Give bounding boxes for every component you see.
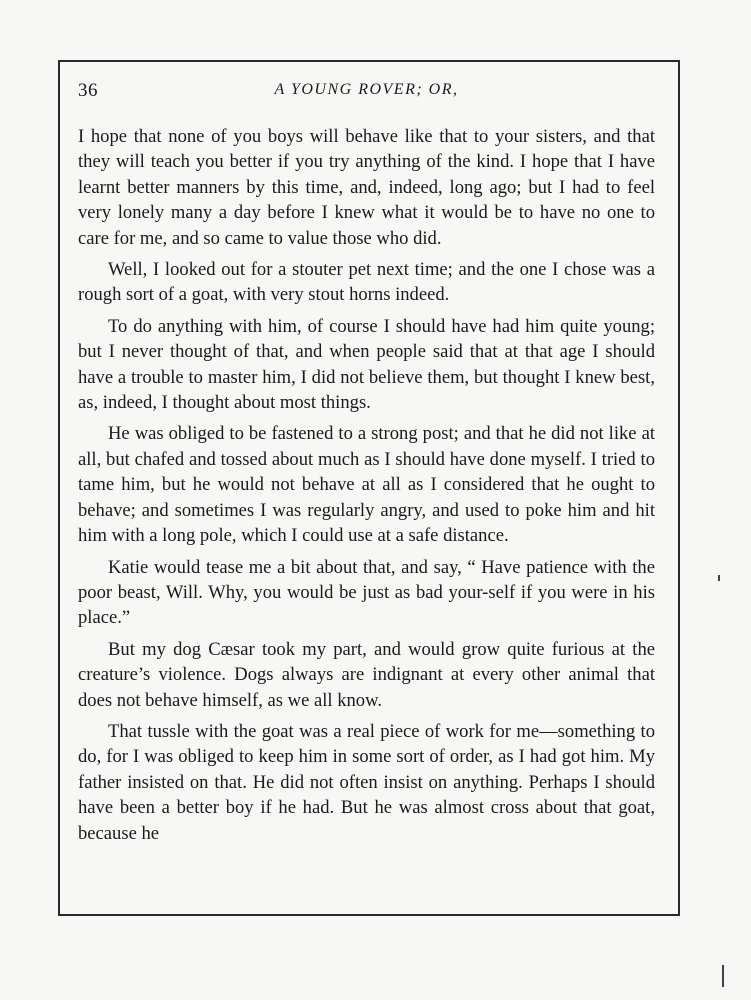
scan-mark	[718, 575, 720, 581]
body-text	[78, 124, 655, 846]
paragraph: I hope that none of you boys will behave like that to your sisters, and that they will teach you better if you try anything of the kind. I hope that I have learnt better manners by this time, and, indeed, long ago; but I had to feel very lonely many a day before I knew what it would be to have no one to care for me, and so came to value those who did.	[78, 126, 655, 249]
paragraph: But my dog Cæsar took my part, and would grow quite furious at the creature’s violence. Dogs always are indignant at every other animal that does not behave himself, as we all know.	[78, 638, 655, 711]
paragraph: Well, I looked out for a stouter pet next time; and the one I chose was a rough sort of a goat, with very stout horns indeed.	[78, 259, 655, 306]
paragraph: That tussle with the goat was a real piece of work for me—something to do, for I was obliged to keep him in some sort of order, as I had got him. My father insisted on that. He did not often insist on anything. Perhaps I should have been a better boy if he had. But he was almost cross about that goat, because he	[78, 720, 655, 844]
scan-mark	[722, 965, 724, 987]
paragraph: He was obliged to be fastened to a strong post; and that he did not like at all, but chafed and tossed about much as I should have done myself. I tried to tame him, but he would not behave at all as I considered that he ought to behave; and sometimes I was regularly angry, and used to poke him and hit him with a long pole, which I could use at a safe distance.	[78, 423, 655, 547]
running-title: A YOUNG ROVER; OR,	[274, 81, 459, 98]
page-header	[78, 80, 655, 108]
paragraph: To do anything with him, of course I should have had him quite young; but I never thought of that, and when people said that at that age I should have a trouble to master him, I did not believe them, but thought I knew best, as, indeed, I thought about most things.	[78, 315, 655, 414]
paragraph: Katie would tease me a bit about that, and say, “ Have patience with the poor beast, Will. Why, you would be just as bad your-self if you were in his place.”	[78, 556, 655, 629]
page-number: 36	[78, 80, 98, 101]
